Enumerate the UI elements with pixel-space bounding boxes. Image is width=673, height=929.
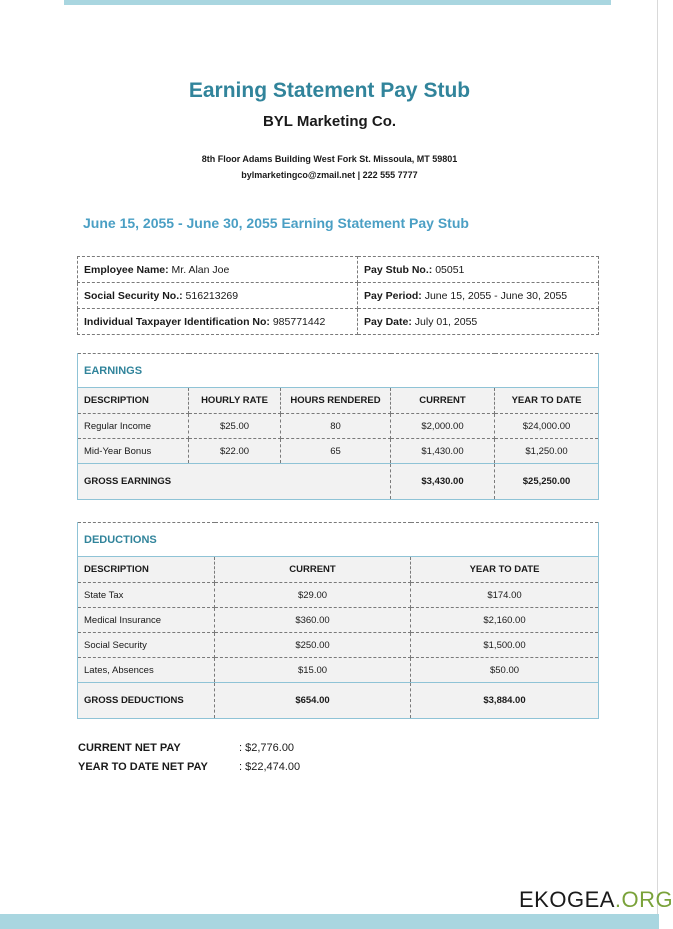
table-row — [78, 583, 599, 608]
gross-earnings-current: $3,430.00 — [391, 464, 495, 500]
earning-description: Regular Income — [78, 414, 189, 439]
employee-name-label: Employee Name: — [84, 263, 169, 276]
deduction-ytd: $50.00 — [411, 658, 599, 683]
deductions-title: DEDUCTIONS — [78, 523, 599, 557]
employee-name-cell — [78, 257, 358, 283]
earning-hourly-rate: $22.00 — [189, 439, 281, 464]
info-row — [78, 283, 599, 309]
deduction-current: $29.00 — [215, 583, 411, 608]
earning-hourly-rate: $25.00 — [189, 414, 281, 439]
pay-period-label: Pay Period: — [364, 289, 422, 302]
info-row — [78, 309, 599, 335]
employee-name-value: Mr. Alan Joe — [171, 263, 230, 276]
deductions-title-row — [78, 523, 599, 557]
pay-date-label: Pay Date: — [364, 315, 412, 328]
deduction-current: $250.00 — [215, 633, 411, 658]
earnings-header-row — [78, 388, 599, 414]
company-name: BYL Marketing Co. — [262, 113, 397, 130]
watermark-part2: .ORG — [614, 887, 673, 912]
table-row — [78, 439, 599, 464]
top-accent-bar — [64, 0, 611, 5]
itin-value: 985771442 — [272, 315, 326, 328]
earning-ytd: $24,000.00 — [495, 414, 599, 439]
deduction-current: $360.00 — [215, 608, 411, 633]
column-header: CURRENT — [215, 557, 411, 583]
deductions-header-row — [78, 557, 599, 583]
ssn-value: 516213269 — [185, 289, 239, 302]
bottom-accent-bar — [0, 914, 659, 929]
deduction-current: $15.00 — [215, 658, 411, 683]
gross-deductions-ytd: $3,884.00 — [411, 683, 599, 719]
pay-date-cell — [358, 309, 599, 335]
column-header: DESCRIPTION — [78, 388, 189, 414]
itin-label: Individual Taxpayer Identification No: — [84, 315, 270, 328]
watermark-logo — [519, 887, 673, 913]
earning-ytd: $1,250.00 — [495, 439, 599, 464]
deductions-table — [77, 522, 599, 719]
earnings-table — [77, 353, 599, 500]
table-row — [78, 658, 599, 683]
earning-hours: 65 — [281, 439, 391, 464]
gross-earnings-label: GROSS EARNINGS — [78, 464, 391, 500]
pay-stub-no-label: Pay Stub No.: — [364, 263, 433, 276]
gross-deductions-row — [78, 683, 599, 719]
earning-current: $1,430.00 — [391, 439, 495, 464]
earning-hours: 80 — [281, 414, 391, 439]
table-row — [78, 608, 599, 633]
ssn-label: Social Security No.: — [84, 289, 183, 302]
current-net-pay-value: : $2,776.00 — [239, 742, 295, 754]
document-title: Earning Statement Pay Stub — [188, 79, 471, 102]
table-row — [78, 633, 599, 658]
period-heading: June 15, 2055 - June 30, 2055 Earning Statement Pay Stub — [83, 215, 469, 231]
current-net-pay-label: CURRENT NET PAY — [78, 742, 181, 754]
earnings-title: EARNINGS — [78, 354, 599, 388]
earning-description: Mid-Year Bonus — [78, 439, 189, 464]
watermark-part1: EKOGEA — [519, 887, 615, 912]
gross-earnings-ytd: $25,250.00 — [495, 464, 599, 500]
pay-stub-no-cell — [358, 257, 599, 283]
company-address-block — [0, 151, 659, 183]
pay-date-value: July 01, 2055 — [414, 315, 478, 328]
pay-period-value: June 15, 2055 - June 30, 2055 — [424, 289, 568, 302]
deduction-description: Social Security — [78, 633, 215, 658]
column-header: HOURS RENDERED — [281, 388, 391, 414]
column-header: CURRENT — [391, 388, 495, 414]
column-header: DESCRIPTION — [78, 557, 215, 583]
deduction-ytd: $174.00 — [411, 583, 599, 608]
gross-deductions-label: GROSS DEDUCTIONS — [78, 683, 215, 719]
table-row — [78, 414, 599, 439]
company-contact: bylmarketingco@zmail.net | 222 555 7777 — [241, 170, 418, 180]
column-header: HOURLY RATE — [189, 388, 281, 414]
ytd-net-pay-label: YEAR TO DATE NET PAY — [78, 761, 208, 773]
ytd-net-pay-value: : $22,474.00 — [239, 761, 301, 773]
deduction-description: State Tax — [78, 583, 215, 608]
deduction-ytd: $1,500.00 — [411, 633, 599, 658]
pay-period-cell — [358, 283, 599, 309]
company-address: 8th Floor Adams Building West Fork St. Missoula, MT 59801 — [201, 154, 458, 164]
deduction-ytd: $2,160.00 — [411, 608, 599, 633]
info-row — [78, 257, 599, 283]
column-header: YEAR TO DATE — [495, 388, 599, 414]
deduction-description: Lates, Absences — [78, 658, 215, 683]
employee-info-table — [77, 256, 599, 335]
page-edge — [657, 0, 658, 929]
column-header: YEAR TO DATE — [411, 557, 599, 583]
earning-current: $2,000.00 — [391, 414, 495, 439]
gross-deductions-current: $654.00 — [215, 683, 411, 719]
earnings-title-row — [78, 354, 599, 388]
deduction-description: Medical Insurance — [78, 608, 215, 633]
pay-stub-no-value: 05051 — [435, 263, 465, 276]
ssn-cell — [78, 283, 358, 309]
gross-earnings-row — [78, 464, 599, 500]
itin-cell — [78, 309, 358, 335]
